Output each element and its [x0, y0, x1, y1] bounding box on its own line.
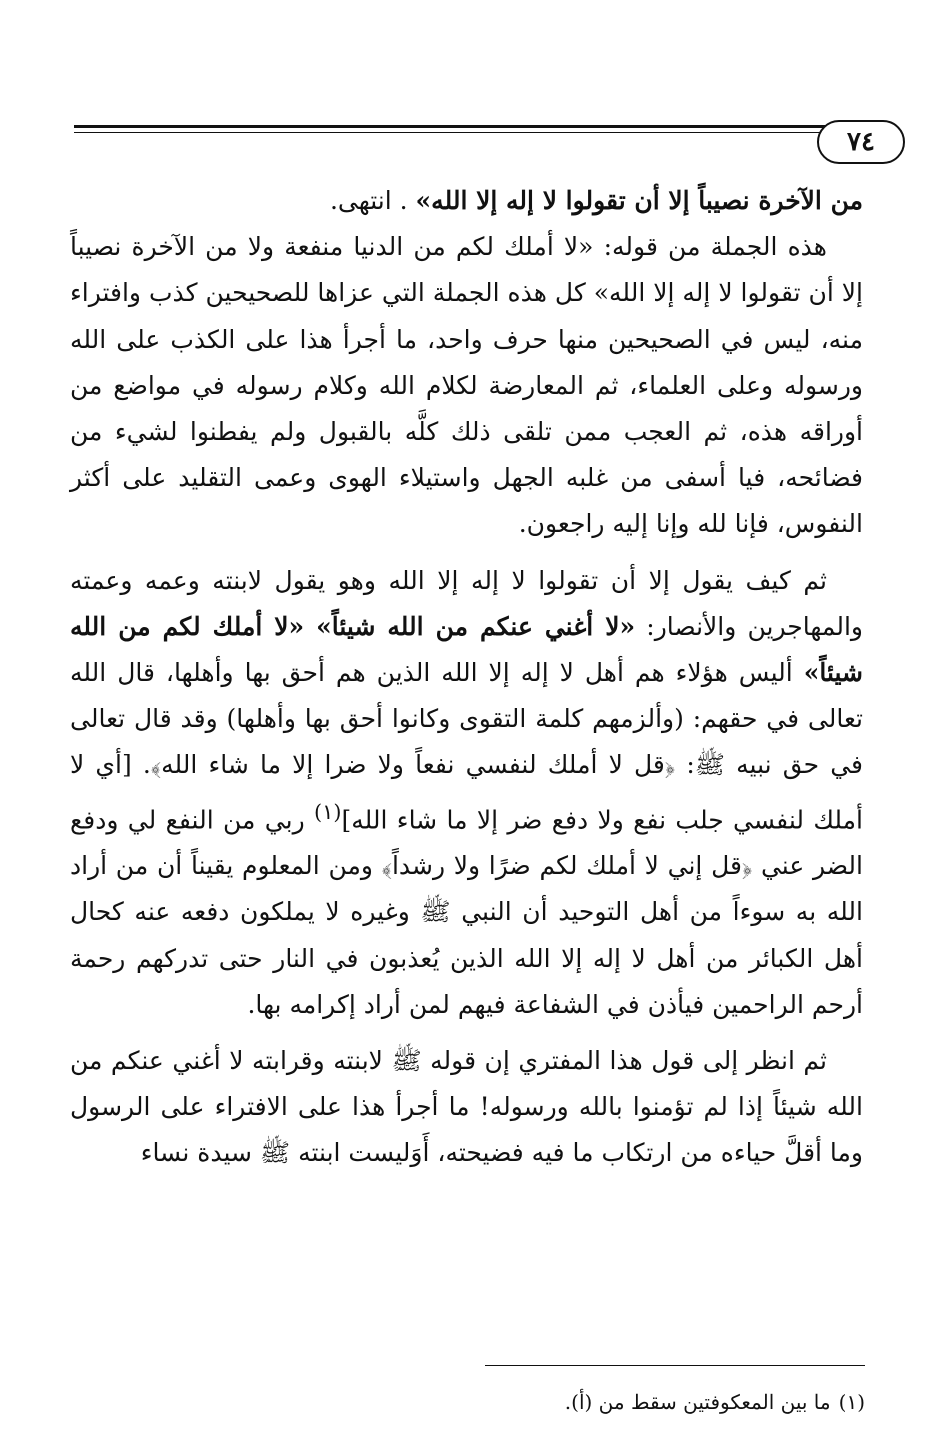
paragraph-2-text-b: أليس هؤلاء هم أهل لا إله إلا الله الذين هم أحق بها وأهلها، قال الله تعالى في حقهم: (وألزمهم كلمة التقوى وكانوا أحق بها وأهلها) وقد قال تعالى في حق نبيه ﷺ: ﴿قل لا أملك لنفسي نفعاً ولا ضرا إلا ما شاء الله﴾. [أي لا أملك لنفسي جلب نفع ولا دفع ضر إلا ما شاء الله] — [70, 658, 864, 834]
paragraph-3: ثم انظر إلى قول هذا المفتري إن قوله ﷺ لابنته وقرابته لا أغني عنكم من الله شيئاً إذا لم تؤمنوا بالله ورسوله! ما أجرأ هذا على الافتراء على الرسول وما أقلَّ حياءه من ارتكاب ما فيه فضيحته، أَوَليست ابنته ﷺ سيدة نساء — [70, 1045, 863, 1168]
paragraph-continuation — [70, 178, 863, 224]
paragraph-1: هذه الجملة من قوله: «لا أملك لكم من الدنيا منفعة ولا من الآخرة نصيباً إلا أن تقولوا لا إله إلا الله» كل هذه الجملة التي عزاها للصحيحين كذب وافتراء منه، ليس في الصحيحين منها حرف واحد، ما أجرأ هذا على الكذب على الله ورسوله وعلى العلماء، ثم المعارضة لكلام الله وكلام رسوله في مواضع من أوراقه هذه، ثم العجب ممن تلقى ذلك كلَّه بالقبول ولم يفطنوا لشيء من فضائحه، فيا أسفى من غلبه الجهل واستيلاء الهوى وعمى التقليد على أكثر النفوس، فإنا لله وإنا إليه راجعون. — [70, 232, 863, 539]
header-rule-thin — [74, 132, 846, 133]
footnote-reference: (١) — [314, 799, 342, 824]
bold-quote: من الآخرة نصيباً إلا أن تقولوا لا إله إلا الله» — [415, 186, 863, 215]
body-text — [70, 178, 863, 1177]
footnote-number: (١) — [838, 1390, 865, 1414]
header-rule — [74, 125, 846, 128]
paragraph-end: . انتهى. — [329, 186, 408, 215]
footnote-text: ما بين المعكوفتين سقط من (أ). — [564, 1390, 831, 1414]
hadith-quote: «لا أغني عنكم من الله شيئاً» «لا أملك لكم من الله شيئاً» — [70, 611, 863, 688]
paragraph-2 — [70, 558, 863, 1028]
footnote — [68, 1388, 865, 1416]
footnote-separator — [485, 1365, 865, 1366]
page-number: ٧٤ — [847, 127, 875, 157]
page-number-badge — [817, 120, 905, 164]
paragraph-2-text-a: ثم كيف يقول إلا أن تقولوا لا إله إلا الله وهو يقول لابنته وعمه وعمته والمهاجرين والأنصار: — [70, 565, 863, 641]
paragraph-2-text-c: ربي من النفع لي ودفع الضر عني ﴿قل إني لا أملك لكم ضرًا ولا رشداً﴾ ومن المعلوم يقيناً أن من أراد الله به سوءاً من أهل التوحيد أن النبي ﷺ وغيره لا يملكون دفعه عنه كحال أهل الكبائر من أهل لا إله إلا الله الذين يُعذبون في النار حتى تدركهم رحمة أرحم الراحمين فيأذن في الشفاعة فيهم لمن أراد إكرامه بها. — [70, 804, 863, 1019]
